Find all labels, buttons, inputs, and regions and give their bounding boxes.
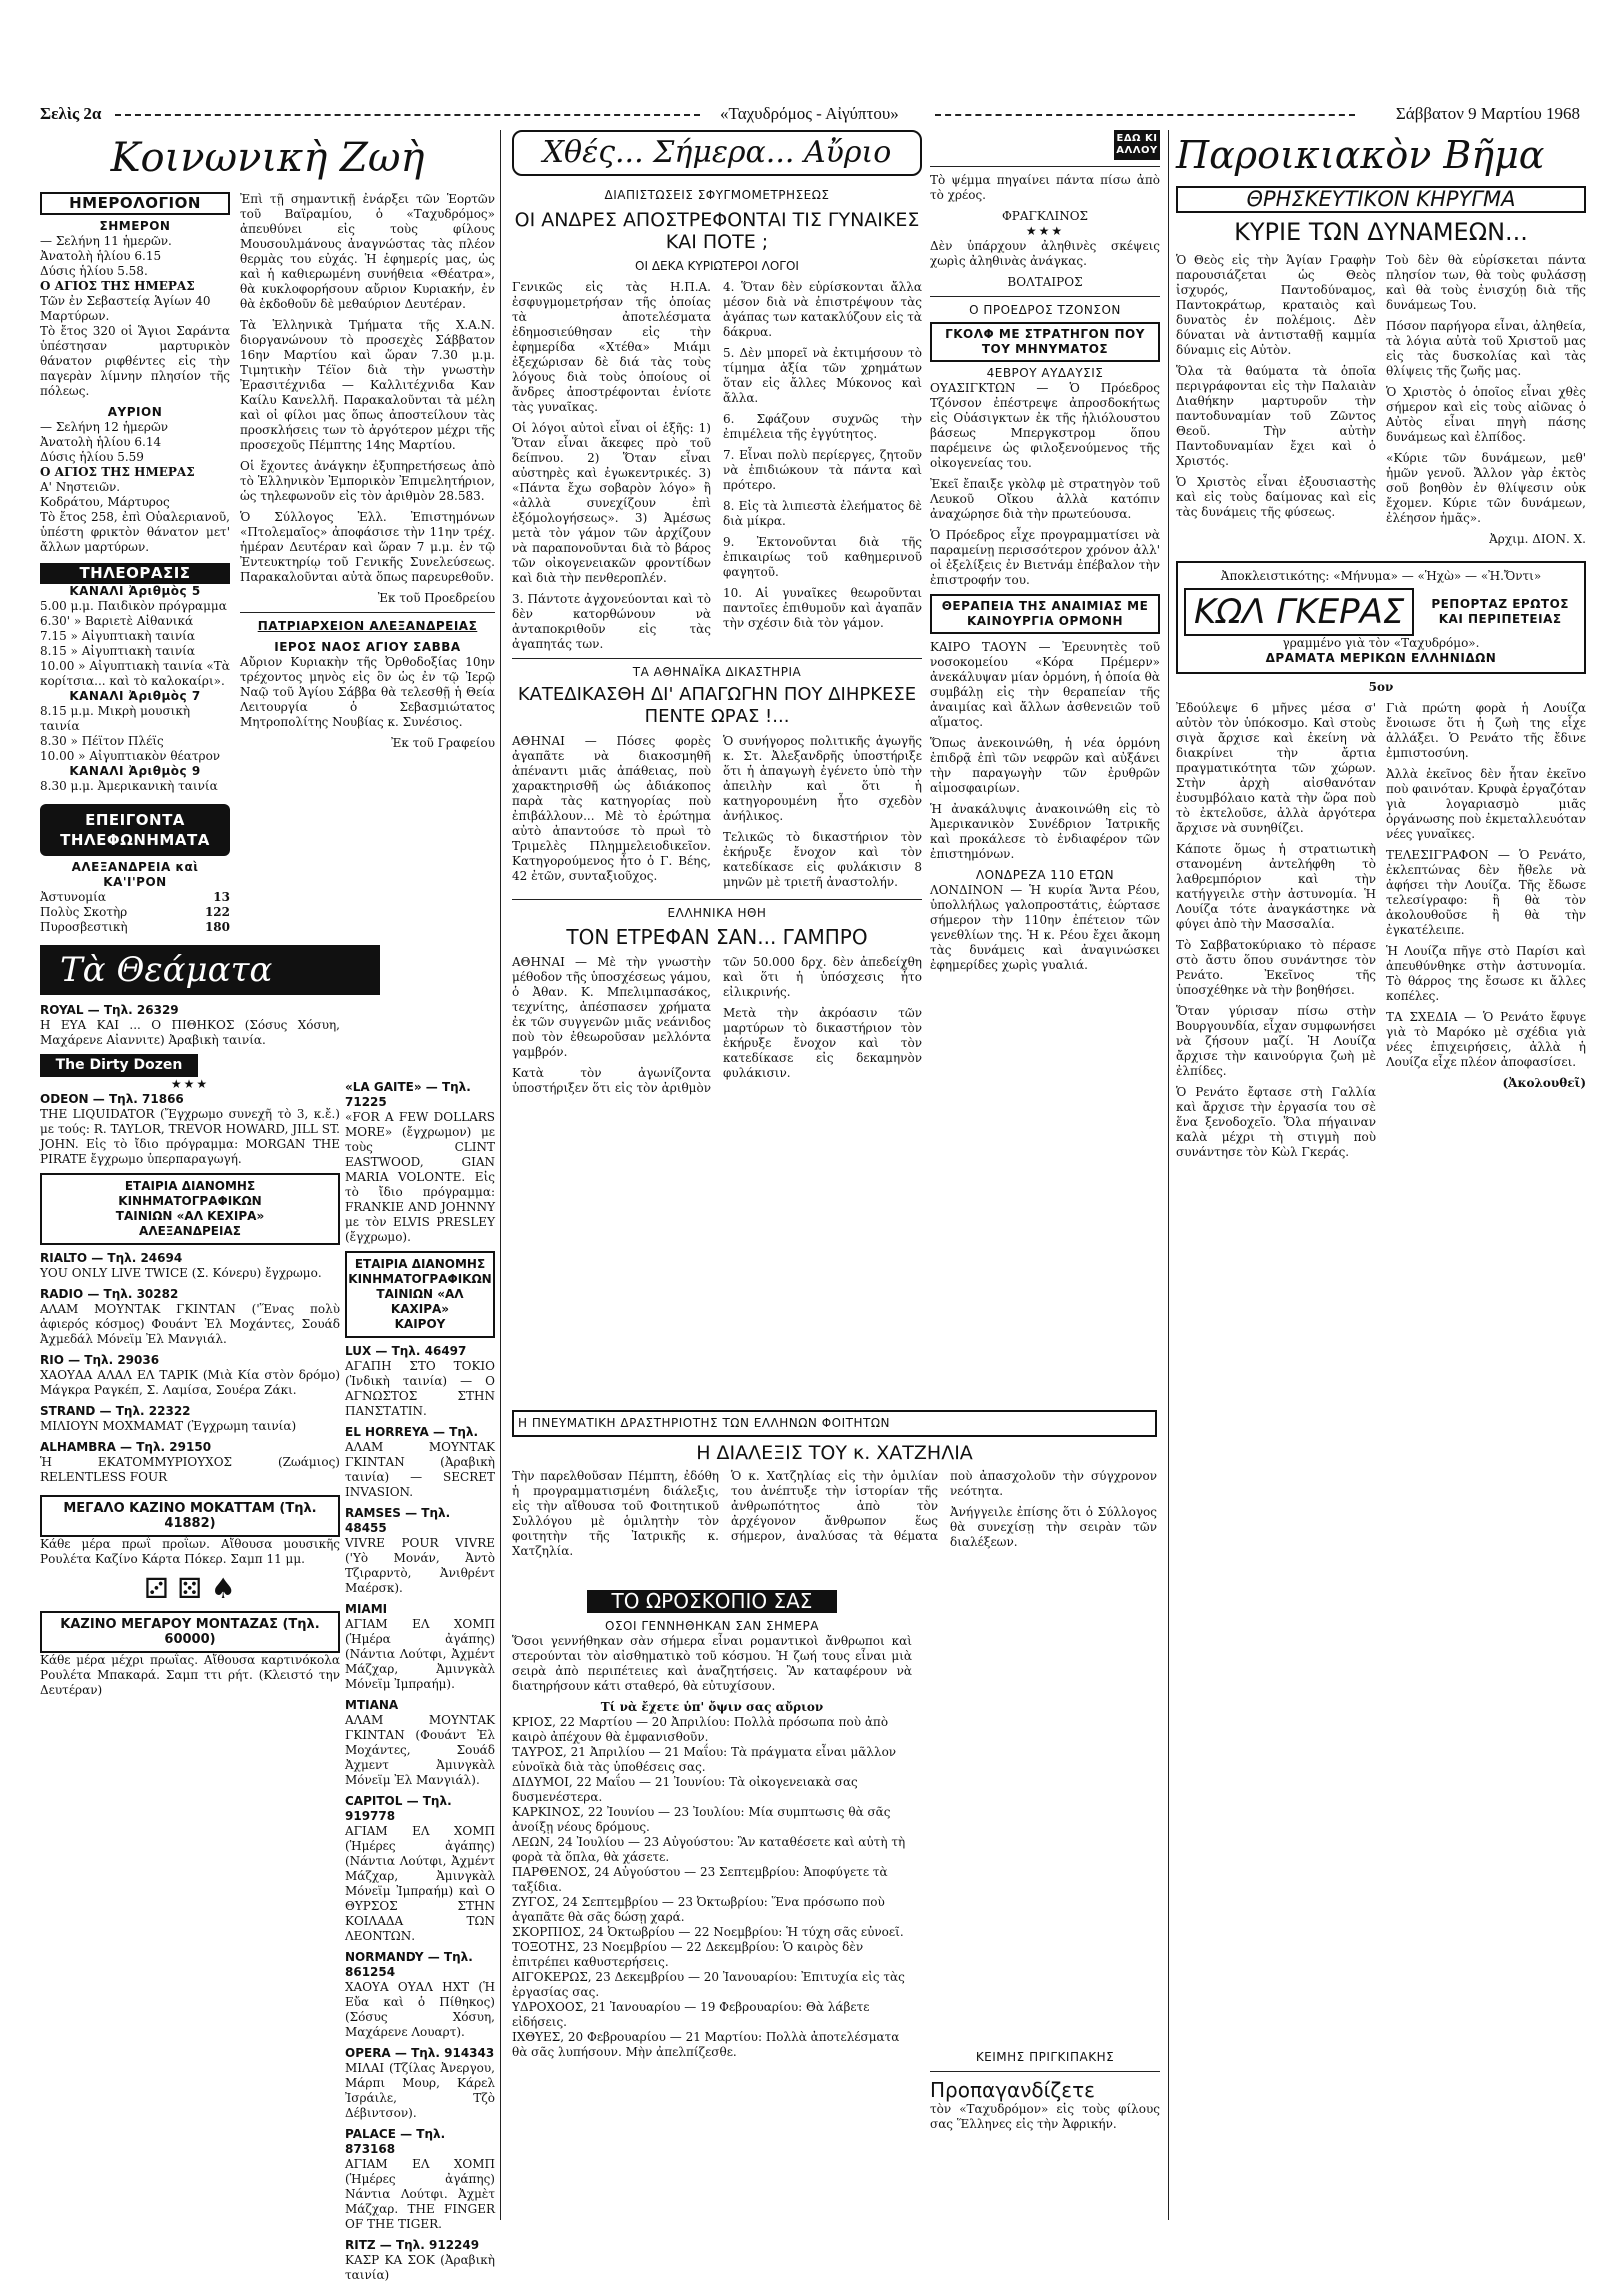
cinema-text: ΧΑΟΥΑΑ ΑΛΑΛ ΕΛ ΤΑΡΙΚ (Μιὰ Κία στὸν δρόμο) Μάγκρα Ραγκέπ, Σ. Λαμίσα, Σουέρα Ζάκι. bbox=[40, 1368, 340, 1397]
sermon-sign: Ἀρχιμ. ΔΙΟΝ. Χ. bbox=[1489, 532, 1586, 546]
cinema-name: OPERA — Τηλ. 914343 bbox=[345, 2046, 495, 2060]
dirty-dozen-logo: The Dirty Dozen bbox=[40, 1054, 198, 1077]
article-paragraph: 5. Δὲν μπορεῖ νὰ ἐκτιμήσουν τὸ τίμημα ἀξία τῶν χρημάτων ὅταν εἰς ἄλλες Μύκονος καὶ ἄλλα. bbox=[723, 346, 922, 405]
cinema-text: ΚΑΣΡ ΚΑ ΣΟΚ (Ἀραβικὴ ταινία) bbox=[345, 2253, 495, 2282]
column-rule bbox=[500, 130, 501, 2220]
patriarchate-title: ΠΑΤΡΙΑΡΧΕΙΟΝ ΑΛΕΞΑΝΔΡΕΙΑΣ bbox=[257, 619, 478, 633]
tomorrow-text: Τὸ ἔτος 258, ἐπὶ Οὐαλεριανοῦ, ὑπέστη φρικτὸν θάνατον μετ' ἄλλων μαρτύρων. bbox=[40, 510, 230, 554]
cinema-text: YOU ONLY LIVE TWICE (Σ. Κόνερυ) ἔγχρωμο. bbox=[40, 1266, 322, 1280]
church-text: Αὔριον Κυριακὴν τῆς Ὀρθοδοξίας 10ην τρέχοντος μηνὸς εἰς ὃν ὡς ἐν τῷ Ἱερῷ Ναῷ τοῦ Ἁγίου Σάββα θὰ τελεσθῇ ἡ Θεία Λειτουργία ὁ Σεβασμιώτατος Μητροπολίτης Νουβίας κ. Συνέσιος. bbox=[240, 655, 495, 729]
sign-line: ΥΔΡΟΧΟΟΣ, 21 Ἰανουαρίου — 19 Φεβρουαρίου: Θὰ λάβετε εἰδήσεις. bbox=[512, 2000, 870, 2029]
tv-item: 10.00 » Αἰγυπτιακὴ ταινία «Τὰ κορίτσια... καὶ τὸ καλοκαίρι». bbox=[40, 659, 230, 688]
tv-item: 8.15 » Αἰγυπτιακὴ ταινία bbox=[40, 644, 195, 658]
church-sign: Ἐκ τοῦ Γραφείου bbox=[391, 736, 495, 750]
cinema-name: EL HORREYA — Τηλ. bbox=[345, 1425, 479, 1439]
article-paragraph: ΚΑΙΡΟ ΤΑΟΥΝ — Ἐρευνητὲς τοῦ νοσοκομείου «Κόρα Πρέμερν» ἀνεκάλυψαν μίαν ὁρμόνη, ἡ ὁποία θὰ συμβάλῃ εἰς τὴν θεραπείαν τῆς ἀναιμίας καὶ ἄλλων ἀσθενειῶν τοῦ αἵματος. bbox=[930, 640, 1160, 729]
sermon-title: ΘΡΗΣΚΕΥΤΙΚΟΝ ΚΗΡΥΓΜΑ bbox=[1176, 186, 1586, 213]
urgent-name: Πυροσβεστικὴ bbox=[40, 920, 128, 934]
article-paragraph: Οἱ λόγοι αὐτοὶ εἶναι οἱ ἑξῆς: 1) Ὅταν εἶναι ἄκεφες πρὸ τοῦ δείπνου. 2) Ὅταν εἶναι αὐστηρὲς καὶ ἐγωκεντρικές. 3) «Πάντα ἔχω σοβαρὸν λόγο» ἢ «ἀλλὰ συνεχίζουν ἐπὶ ἐξόμολογήσεως». 3) Ἀμέσως μετὰ τὸν γάμον τῶν ἀρχίζουν νὰ παραπονοῦνται διὰ τὸ βάρος τῶν οἰκογενειακῶν φροντίδων καὶ διὰ τὴν πενθεροπλέν. bbox=[512, 421, 711, 585]
cinema-text: ΑΓΙΑΜ ΕΛ ΧΟΜΠ (Ἡμέρες ἀγάπης) (Νάντια Λούτφι, Ἀχμέντ Μάζχαρ, Ἀμινγκὰλ Μόνεϊμ Ἰμπραήμ) καὶ Ο ΘΥΡΣΟΣ ΣΤΗΝ ΚΟΙΛΑΔΑ ΤΩΝ ΛΕΟΝΤΩΝ. bbox=[345, 1824, 495, 1943]
horoscope-question: Τί νὰ ἔχετε ὑπ' ὄψιν σας αὔριον bbox=[600, 1700, 824, 1714]
urgent-row bbox=[40, 905, 230, 920]
article-kicker: 4ΕΒΡΟΥ ΑΥΔΑΥΣΙΣ bbox=[986, 366, 1104, 380]
calendar-title: ΗΜΕΡΟΛΟΓΙΟΝ bbox=[40, 192, 230, 215]
sign-line: ΠΑΡΘΕΝΟΣ, 24 Αὐγούστου — 23 Σεπτεμβρίου: Ἀποφύγετε τὰ ταξίδια. bbox=[512, 1865, 888, 1894]
notice-text: Ἐπὶ τῇ σημαντικῇ ἐνάρξει τῶν Ἑορτῶν τοῦ Βαϊραμίου, ὁ «Ταχυδρόμος» ἀπευθύνει εἰς τοὺς φίλους Μουσουλμάνους ἀναγνώστας τὰς πλέον θερμὰς του εὐχάς. Ἡ ἐφημερίς μας, ὡς καὶ ἡ καθιερωμένη συνήθεια «Θέατρα», θὰ κυκλοφορήσουν αὔριον Κυριακήν, ἐν θὰ ἐκδοθοῦν δὲ μεθαύριον Δευτέραν. bbox=[240, 192, 495, 311]
article-paragraph: Ἐκεῖ ἔπαιξε γκὸλφ μὲ στρατηγὸν τοῦ Λευκοῦ Οἴκου ἀλλὰ κατόπιν ἀναχώρησε διὰ τὴν πρωτεύουσα. bbox=[930, 477, 1160, 521]
article-paragraph: 3. Πάντοτε ἀγχονεύονται καὶ τὸ δὲν κατορθώνουν νὰ ἀνταποκριθοῦν εἰς τὰς ἀγαπητάς των. bbox=[512, 592, 711, 651]
story-paragraph: Γιὰ πρώτη φορὰ ἡ Λουίζα ἔνοιωσε ὅτι ἡ ζωὴ της εἶχε ἀλλάξει. Ὁ Ρενάτο τῆς ἔδινε ἐμπιστοσύνη. bbox=[1386, 701, 1586, 760]
article-headline: ΤΟΝ ΕΤΡΕΦΑΝ ΣΑΝ... ΓΑΜΠΡΟ bbox=[566, 925, 868, 949]
urgent-row bbox=[40, 890, 230, 905]
column-community bbox=[1176, 130, 1586, 1166]
sign-line: ΤΟΞΟΤΗΣ, 23 Νοεμβρίου — 22 Δεκεμβρίου: Ὁ καιρὸς δὲν ἐπιτρέπει καθυστερήσεις. bbox=[512, 1940, 864, 1969]
student-article bbox=[512, 1410, 1157, 1559]
cinema-text: THE LIQUIDATOR (Ἔγχρωμο συνεχῆ τὸ 3, κ.ἔ.) με τούς: R. TAYLOR, TREVOR HOWARD, JILL ST. JOHN. Εἰς τὸ ἴδιο πρόγραμμα: MORGAN THE PIRATE ἔγχρωμο ὑπερπαραγωγή. bbox=[40, 1107, 340, 1166]
article-kicker: ΛΟΝΔΡΕΖΑ 110 ΕΤΩΝ bbox=[975, 868, 1115, 882]
today-line: — Σελήνη 11 ἡμερῶν. bbox=[40, 234, 172, 248]
article-paragraph: ΑΘΗΝΑΙ — Πόσες φορὲς ἀγαπᾶτε νὰ διακοσμηθῆ ἀπέναντι μιᾶς ἀπάθειας, ποὺ χαρακτηρισθῆ ὡς ἀδιάκοπος παρὰ τὰς κατηγορίας ποὺ ἐπιβάλλουν... Μὲ τὸ ἐρώτημα αὐτὸ ἀπαντούσε τὸ πρωὶ τὸ Τριμελὲς Πλημμελειοδικεῖον. Κατηγορούμενος ἦτο ὁ Γ. Βέης, 42 ἐτῶν, συνταξιοῦχος. bbox=[512, 734, 711, 883]
cinema-text: Η ΕΥΑ ΚΑΙ ... Ο ΠΙΘΗΚΟΣ (Σόσυς Χόσυη, Μαχάρενε Αἰαννιτε) Ἀραβικὴ ταινία. bbox=[40, 1018, 340, 1047]
column-news bbox=[512, 130, 922, 1096]
urgent-title: ΕΠΕΙΓΟΝΤΑ ΤΗΛΕΦΩΝΗΜΑΤΑ bbox=[40, 804, 230, 856]
urgent-name: Ἀστυνομία bbox=[40, 890, 106, 904]
today-label: ΣΗΜΕΡΟΝ bbox=[99, 219, 171, 233]
tv-channel-7: ΚΑΝΑΛΙ Ἀριθμὸς 7 bbox=[69, 689, 201, 703]
section-title: Κοινωνικὴ Ζωὴ bbox=[110, 135, 425, 181]
tomorrow-line: Κοδράτου, Μάρτυρος bbox=[40, 495, 170, 509]
sermon-headline: ΚΥΡΙΕ ΤΩΝ ΔΥΝΑΜΕΩΝ... bbox=[1234, 218, 1528, 246]
cinema-name: MIAMI bbox=[345, 1602, 388, 1616]
column-briefs bbox=[930, 130, 1160, 979]
keira-line: ΚΙΝΗΜΑΤΟΓΡΑΦΙΚΩΝ bbox=[118, 1194, 262, 1208]
article-paragraph: Μετὰ τὴν ἀκρόασιν τῶν μαρτύρων τὸ δικαστήριον τὸν ἐκήρυξε ἔνοχον καὶ τὸν κατεδίκασε εἰς δεκαμηνὸν φυλάκισιν. bbox=[723, 1006, 922, 1080]
cinema-name: LUX — Τηλ. 46497 bbox=[345, 1344, 467, 1358]
cinema-text: ΜΙΛΙΟΥΝ ΜΟΧΜΑΜΑΤ (Ἐγχρωμη ταινία) bbox=[40, 1419, 297, 1433]
article-headline: ΚΑΤΕΔΙΚΑΣΘΗ ΔΙ' ΑΠΑΓΩΓΗΝ ΠΟΥ ΔΙΗΡΚΕΣΕ ΠΕΝΤΕ ΩΡΑΣ !... bbox=[517, 684, 917, 727]
section-title: Χθές... Σήμερα... Αὔριο bbox=[512, 130, 922, 176]
keiros-box bbox=[345, 1251, 495, 1338]
masthead-rule-right bbox=[935, 114, 1355, 116]
notice-sign: Ἐκ τοῦ Προεδρείου bbox=[377, 591, 495, 605]
cinema-text: ΧΑΟΥΑ ΟΥΑΛ ΗΧΤ (Ἡ Εὔα καὶ ὁ Πίθηκος) (Σόσυς Χόσυη, Μαχάρενε Λουαρτ). bbox=[345, 1980, 495, 2039]
story-paragraph: ΤΑ ΣΧΕΔΙΑ — Ὁ Ρενάτο ἔφυγε γιὰ τὸ Μαρόκο μὲ σχέδια γιὰ νέες ἐπιχειρήσεις, ἀλλὰ ἡ Λουίζα εἶχε πλέον ἀποφασίσει. bbox=[1386, 1010, 1586, 1069]
article-headline: ΟΙ ΑΝΔΡΕΣ ΑΠΟΣΤΡΕΦΟΝΤΑΙ ΤΙΣ ΓΥΝΑΙΚΕΣ ΚΑΙ ΠΟΤΕ ; bbox=[514, 209, 920, 253]
cinema-text: ΑΛΑΜ ΜΟΥΝΤΑΚ ΓΚΙΝΤΑΝ (Ἀραβικὴ ταινία) — SECRET INVASION. bbox=[345, 1440, 495, 1499]
sign-line: ΛΕΩΝ, 24 Ἰουλίου — 23 Αὐγούστου: Ἂν καταθέσετε καὶ αὐτὴ τὴ φορὰ τὰ ὅπλα, θὰ χάσετε. bbox=[512, 1835, 906, 1864]
church-title: ΙΕΡΟΣ ΝΑΟΣ ΑΓΙΟΥ ΣΑΒΒΑ bbox=[274, 640, 461, 654]
article-kicker: ΤΑ ΑΘΗΝΑΪΚΑ ΔΙΚΑΣΤΗΡΙΑ bbox=[632, 665, 802, 679]
article-kicker: Ο ΠΡΟΕΔΡΟΣ ΤΖΟΝΣΟΝ bbox=[969, 303, 1121, 317]
article-paragraph: 4. Ὅταν δὲν εὑρίσκονται ἄλλα μέσον διὰ νὰ ἐπιστρέψουν τὰς ἀγάπας των κατακλύζουν εἰς τὰ δάκρυα. bbox=[723, 280, 922, 339]
column-rule bbox=[1168, 130, 1169, 2220]
notice-text: Ὁ Σύλλογος Ἑλλ. Ἐπιστημόνων «Πτολεμαῖος» ἀποφάσισε τὴν 11ην τρέχ. ἡμέραν Δευτέραν καὶ ὥραν 7 μ.μ. ἐν τῷ Ἐντευκτηρίῳ τοῦ Γενικῆς Συνελεύσεως. Παρακαλοῦνται αὐτὰ ὅπως παρευρεθοῦν. bbox=[240, 510, 495, 584]
tv-item: 5.00 μ.μ. Παιδικὸν πρόγραμμα bbox=[40, 599, 227, 613]
tv-item: 8.15 μ.μ. Μικρὴ μουσικὴ ταινία bbox=[40, 704, 191, 733]
cinema-name: STRAND — Τηλ. 22322 bbox=[40, 1404, 191, 1418]
article-paragraph: 7. Εἶναι πολὺ περίεργες, ζητοῦν νὰ ἐπιδιώκουν τὰ πάντα καὶ πρότερο. bbox=[723, 448, 922, 492]
cinema-name: RADIO — Τηλ. 30282 bbox=[40, 1287, 179, 1301]
article-paragraph: ΑΘΗΝΑΙ — Μὲ τὴν γνωστὴν μέθοδον τῆς ὑποσχέσεως γάμου, ὁ Ἀθαν. Κ. Μπελιμπασάκος, τεχνίτης, ἀπέσπασεν χρήματα ἐκ τῶν συγγενῶν μιᾶς νεάνιδος ποὺ τὸν ἐθεωροῦσαν μελλόντα γαμβρόν. bbox=[512, 955, 711, 1059]
cinema-name: RIO — Τηλ. 29036 bbox=[40, 1353, 160, 1367]
today-text: Τὸ ἔτος 320 οἱ Ἅγιοι Σαράντα ὑπέστησαν μαρτυρικὸν θάνατον ριφθέντες εἰς τὴν παγερὰν λίμνην πλησίον τῆς πόλεως. bbox=[40, 324, 230, 398]
article-paragraph: 6. Σφάζουν συχνῶς τὴν ἐπιμέλεια τῆς ἐγγύτητος. bbox=[723, 412, 922, 441]
sermon-paragraph: Τοὺ δὲν θὰ εὑρίσκεται πάντα πλησίον των, θὰ τοὺς φυλάσσῃ καὶ θὰ τοὺς ἐνισχύῃ διὰ τῆς δυνάμεως Του. bbox=[1386, 253, 1586, 312]
sign-line: ΙΧΘΥΕΣ, 20 Φεβρουαρίου — 21 Μαρτίου: Πολλὰ ἀποτελέσματα θὰ σᾶς λυπήσουν. Μὴν ἀπελπίζεσθε. bbox=[512, 2030, 900, 2059]
cinema-text: ΑΓΙΑΜ ΕΛ ΧΟΜΠ (Ἡμέρες ἀγάπης) Νάντια Λούτφι. Ἀχμὲτ Μάζχαρ. THE FINGER OF THE TIGER. bbox=[345, 2157, 495, 2231]
article-subhead: ΟΙ ΔΕΚΑ ΚΥΡΙΩΤΕΡΟΙ ΛΟΓΟΙ bbox=[635, 259, 799, 273]
article-headline: Η ΔΙΑΛΕΞΙΣ ΤΟΥ κ. ΧΑΤΖΗΛΙΑ bbox=[696, 1442, 973, 1464]
article-paragraph: Κατὰ τὸν ἀγωνίζοντα ὑποστήριξεν ὅτι εἰς τὸν ἀριθμὸν τῶν 50.000 δρχ. δὲν ἀπεδείχθη καὶ ὅτι ἡ ὑπόσχεσις ἦτο εἰλικρινής. bbox=[512, 955, 922, 1095]
kazino-montaza-title: ΚΑΖΙΝΟ ΜΕΓΑΡΟΥ ΜΟΝΤΑΖΑΣ (Τηλ. 60000) bbox=[40, 1611, 340, 1653]
article-kicker: ΔΙΑΠΙΣΤΩΣΕΙΣ ΣΦΥΓΜΟΜΕΤΡΗΣΕΩΣ bbox=[604, 188, 830, 202]
dice-icon: ⚂ ⚄ ♠ bbox=[144, 1572, 236, 1605]
tv-item: 10.00 » Αἰγυπτιακὸν θέατρον bbox=[40, 749, 221, 763]
today-line: Δύσις ἡλίου 5.58. bbox=[40, 264, 148, 278]
article-paragraph: Τὴν παρελθοῦσαν Πέμπτη, ἐδόθη ἡ προγραμματισμένη διάλεξις, εἰς τὴν αἴθουσα τοῦ Φοιτητικοῦ Συλλόγου μὲ ὁμιλητὴν τὸν φοιτητὴν τῆς Ἰατρικῆς κ. Χατζηλία. bbox=[512, 1469, 719, 1558]
masthead bbox=[40, 104, 1580, 126]
tomorrow-line: Δύσις ἡλίου 5.59 bbox=[40, 450, 144, 464]
cinema-text: «FOR A FEW DOLLARS MORE» (ἔγχρωμον) με τοὺς CLINT EASTWOOD, GIAN MARIA VOLONTE. Εἰς τὸ ἴδιο πρόγραμμα: FRANKIE AND JOHNNY με τὸν ELVIS PRESLEY (ἔγχρωμο). bbox=[345, 1110, 495, 1244]
keiros-line: ΚΙΝΗΜΑΤΟΓΡΑΦΙΚΩΝ bbox=[348, 1272, 492, 1286]
tv-channel-9: ΚΑΝΑΛΙ Ἀριθμὸς 9 bbox=[69, 764, 201, 778]
horoscope-intro: Ὅσοι γεννήθηκαν σὰν σήμερα εἶναι ρομαντικοὶ ἄνθρωποι καὶ στερούνται τὸν αἰσθηματικὸ τοῦ κόσμου. Ἡ ζωή τους εἶναι μιὰ σειρὰ ἀπὸ περιπέτειες καὶ ἀναζητήσεις. Ἂν καταφέρουν νὰ διατηρήσουν κάτι σταθερό, θὰ εὐτυχίσουν. bbox=[512, 1634, 912, 1693]
urgent-number: 180 bbox=[204, 920, 230, 934]
today-line: Ἀνατολὴ ἡλίου 6.15 bbox=[40, 249, 162, 263]
horoscope bbox=[512, 1590, 912, 2060]
tomorrow-label: ΑΥΡΙΟΝ bbox=[107, 405, 163, 419]
cinema-name: NORMANDY — Τηλ. 861254 bbox=[345, 1950, 473, 1979]
sermon-paragraph: Ὁ Χριστὸς εἶναι ἐξουσιαστὴς καὶ εἰς τοὺς δαίμονας καὶ εἰς τὰς δυνάμεις τῆς φύσεως. bbox=[1176, 475, 1376, 519]
issue-date: Σάββατον 9 Μαρτίου 1968 bbox=[1395, 104, 1580, 123]
quote-author: ΦΡΑΓΚΛΙΝΟΣ bbox=[1001, 209, 1089, 223]
sign-line: ΤΑΥΡΟΣ, 21 Ἀπριλίου — 21 Μαΐου: Τὰ πράγματα εἶναι μᾶλλον εὐνοϊκὰ διὰ τὰς ὑποθέσεις σας. bbox=[512, 1745, 897, 1774]
keiros-line: ΚΑΙΡΟΥ bbox=[394, 1317, 446, 1331]
cinema-name: CAPITOL — Τηλ. 919778 bbox=[345, 1794, 452, 1823]
urgent-row bbox=[40, 920, 230, 935]
story-paragraph: ΤΕΛΕΣΙΓΡΑΦΟΝ — Ὁ Ρενάτο, ἐκλεπτώνας δὲν ἤθελε νὰ ἀφήσει τὴν Λουίζα. Τῆς ἔδωσε τελεσίγραφο: ἢ θὰ τὸν ἀκολουθοῦσε ἢ θὰ τὴν ἐγκατέλειπε. bbox=[1386, 848, 1586, 937]
article-paragraph: Ὁ συνήγορος πολιτικῆς ἀγωγῆς κ. Στ. Ἀλεξανδρῆς ὑποστήριξε ὅτι ἡ ἀπαγωγὴ ἐγένετο ὑπὸ τὴν ἀπειλὴν καὶ ὅτι ἡ κατηγορουμένη ἦτο σχεδὸν ἀνήλικος. bbox=[723, 734, 922, 823]
keira-box bbox=[40, 1173, 340, 1245]
quote-author: ΒΟΛΤΑΙΡΟΣ bbox=[1007, 275, 1083, 289]
story-paragraph: Ὅταν γύρισαν πίσω στὴν Βουργουνδία, εἶχαν συμφωνήσει νὰ ζήσουν μαζί. Ἡ Λουίζα ἄρχισε τὴν καινούργια ζωὴ μὲ ἐλπίδες. bbox=[1176, 1004, 1376, 1078]
urgent-name: Πολὺς Σκοτὴρ bbox=[40, 905, 128, 919]
keiros-line: ΕΤΑΙΡΙΑ ΔΙΑΝΟΜΗΣ bbox=[354, 1257, 486, 1271]
story-paragraph: Κάποτε ὅμως ἡ στρατιωτικὴ στανομένη ἀντελήφθη τὸ λαθρεμπόριον καὶ τὴν κατήγγειλε στὴν ἀστυνομία. Ἡ Λουίζα τότε ἀναγκάστηκε νὰ φύγει ἀπὸ τὴν Μασσαλία. bbox=[1176, 842, 1376, 931]
tv-item: 7.15 » Αἰγυπτιακὴ ταινία bbox=[40, 629, 195, 643]
serial-ad bbox=[1176, 561, 1586, 674]
sermon-paragraph: Ὁ Θεὸς εἰς τὴν Ἁγίαν Γραφὴν παρουσιάζεται ὡς Θεὸς ἰσχυρός, Παντοδύναμος, Παντοκράτωρ, κραταιὸς καὶ δυνατὸς ἐν πολέμοις. Δὲν δύναται νὰ ἀντισταθῇ καμμία δύναμις εἰς Αὐτὸν. bbox=[1176, 253, 1376, 357]
tomorrow-line: Ἀνατολὴ ἡλίου 6.14 bbox=[40, 435, 162, 449]
episode-number: 5ον bbox=[1368, 680, 1394, 694]
sign-line: ΚΑΡΚΙΝΟΣ, 22 Ἰουνίου — 23 Ἰουλίου: Μία συμπτωσις θὰ σᾶς ἀνοίξῃ νέους δρόμους. bbox=[512, 1805, 891, 1834]
notice-text: Οἱ ἔχοντες ἀνάγκην ἐξυπηρετήσεως ἀπὸ τὸ Ἑλληνικὸν Ἐμπορικὸν Ἐπιμελητήριον, ὡς τηλεφωνοῦν εἰς τὸν ἀριθμὸν 28.583. bbox=[240, 459, 495, 503]
sign-line: ΖΥΓΟΣ, 24 Σεπτεμβρίου — 23 Ὀκτωβρίου: Ἕνα πρόσωπο ποὺ ἀγαπᾶτε θὰ σᾶς δώσῃ χαρά. bbox=[512, 1895, 885, 1924]
serial-name: ΚΩΛ ΓΚΕΡΑΣ bbox=[1184, 588, 1414, 636]
serial-sub: γραμμένο γιὰ τὸν «Ταχυδρόμο». bbox=[1282, 636, 1480, 650]
cinema-text: ΑΛΑΜ ΜΟΥΝΤΑΚ ΓΚΙΝΤΑΝ ('Ἕνας πολὺ ἀφιερός κόσμος) Φουάντ Ἐλ Μοχάντες, Σουάδ Ἀχμεδάλ Μόνεϊμ Ἐλ Μανγιάλ. bbox=[40, 1302, 340, 1346]
cinema-text: ΑΛΑΜ ΜΟΥΝΤΑΚ ΓΚΙΝΤΑΝ (Φουάντ Ἐλ Μοχάντες, Σουάδ Ἀχμεντ Ἀμινγκὰλ Μόνεϊμ Ἐλ Μανγιάλ). bbox=[345, 1713, 495, 1787]
article-paragraph: ΛΟΝΔΙΝΟΝ — Ἡ κυρία Ἄντα Ρέου, ὑπολλήλως γαλοπροστάτις, ἐώρτασε σήμερον τὴν 110ην ἐπέτειον τῶν γενεθλίων της. Ἡ κ. Ρέου ἔχει ἄκομη τὰς δυνάμεις καὶ ἀναγινώσκει ἐφημερίδες χωρὶς γυαλιά. bbox=[930, 883, 1160, 972]
article-paragraph: ΟΥΑΣΙΓΚΤΩΝ — Ὁ Πρόεδρος Τζόνσον ἐπέστρεψε ἀπροσδοκήτως εἰς Οὐάσιγκτων ἐκ τῆς ἡλιόλουστου βάσεως Μπεργκστρομ ὅπου παρέμεινε ὡς φιλοξενούμενος τῆς οἰκογενείας του. bbox=[930, 381, 1160, 470]
cinema-text: VIVRE POUR VIVRE ('Υὸ Μονάν, Ἀντὸ Τζιραρντὸ, Ἀνιθρέντ Μαέρσκ). bbox=[345, 1536, 495, 1595]
cinema-name: «LA GAITE» — Τηλ. 71225 bbox=[345, 1080, 471, 1109]
tomorrow-line: Α' Νηστειῶν. bbox=[40, 480, 121, 494]
tomorrow-line: — Σελήνη 12 ἡμερῶν bbox=[40, 420, 169, 434]
keira-line: ΕΤΑΙΡΙΑ ΔΙΑΝΟΜΗΣ bbox=[124, 1179, 256, 1193]
page-number: Σελὶς 2α bbox=[40, 104, 102, 123]
masthead-rule-left bbox=[115, 114, 700, 116]
theamata-title: Τὰ Θεάματα bbox=[40, 945, 380, 995]
kazino-mokattam-text: Κάθε μέρα πρωΐ προΐων. Αἴθουσα μουσικῆς Ρουλέτα Καζίνο Κάρτα Πόκερ. Σαμπ 11 μμ. bbox=[40, 1537, 340, 1566]
cinema-text: ΑΓΑΠΗ ΣΤΟ ΤΟΚΙΟ (Ἰνδικὴ ταινία) — Ο ΑΓΝΩΣΤΟΣ ΣΤΗΝ ΠΑΝΣΤΑΤΙΝ. bbox=[345, 1359, 495, 1418]
cinema-name: PALACE — Τηλ. 873168 bbox=[345, 2127, 446, 2156]
today-line: Ο ΑΓΙΟΣ ΤΗΣ ΗΜΕΡΑΣ bbox=[40, 279, 195, 293]
horoscope-title: ΤΟ ΩΡΟΣΚΟΠΙΟ ΣΑΣ bbox=[587, 1590, 837, 1613]
tv-item: 6.30' » Βαριετὲ Αἰθανικά bbox=[40, 614, 194, 628]
serial-top: Ἀποκλειστικότης: «Μήνυμα» — «Ἡχὼ» — «Ἠ.Ὄντι» bbox=[1220, 569, 1542, 583]
column-cinemas-2 bbox=[345, 1080, 495, 2289]
article-kicker: ΕΛΛΗΝΙΚΑ ΗΘΗ bbox=[667, 906, 767, 920]
article-paragraph: 8. Εἰς τὰ λιπιεστὰ ἐλεήματος δὲ διὰ μίκρα. bbox=[723, 499, 922, 528]
stars-divider: ★★★ bbox=[1025, 224, 1065, 238]
article-headline: ΓΚΟΛΦ ΜΕ ΣΤΡΑΤΗΓΟΝ ΠΟΥ ΤΟΥ ΜΗΝΥΜΑΤΟΣ bbox=[930, 322, 1160, 362]
cinema-name: ΜΤΙΑΝΑ bbox=[345, 1698, 399, 1712]
tv-title: ΤΗΛΕΟΡΑΣΙΣ bbox=[40, 563, 230, 584]
cinema-name: RIALTO — Τηλ. 24694 bbox=[40, 1251, 183, 1265]
quote: Δὲν ὑπάρχουν ἀληθινὲς σκέψεις χωρὶς ἀληθινὰς ἀνάγκας. bbox=[930, 239, 1160, 268]
article-paragraph: Ὅπως ἀνεκοινώθη, ἡ νέα ὁρμόνη ἐπιδρᾷ ἐπὶ τῶν νεφρῶν καὶ αὐξάνει τὴν παραγωγὴν τῶν ἐρυθρῶν αἱμοσφαιρίων. bbox=[930, 736, 1160, 795]
sermon-paragraph: Πόσον παρήγορα εἶναι, ἀληθεία, τὰ λόγια αὐτὰ τοῦ Χριστοῦ μας εἰς τὰς δυσκολίας καὶ τὰς θλίψεις τῆς ζωῆς μας. bbox=[1386, 319, 1586, 378]
sermon-paragraph: Ὁ Χριστὸς ὁ ὁποῖος εἶναι χθὲς σήμερον καὶ εἰς τοὺς αἰῶνας ὁ Αὐτὸς εἶναι πηγὴ πάσης δυνάμεως καὶ ἐλπίδος. bbox=[1386, 385, 1586, 444]
article-paragraph: Ὁ κ. Χατζηλίας εἰς τὴν ὁμιλίαν του ἀνέπτυξε τὴν ἱστορίαν τῆς ἀνθρωπότητος ἀπὸ τὸν ἀρχέγονον ἄνθρωπον ἕως σήμερον, ἀναλύσας τὰ θέματα ποὺ ἀπασχολοῦν τὴν σύγχρονον νεότητα. bbox=[731, 1469, 1157, 1543]
horoscope-sub: ΟΣΟΙ ΓΕΝΝΗΘΗΚΑΝ ΣΑΝ ΣΗΜΕΡΑ bbox=[605, 1619, 819, 1633]
tomorrow-line: Ο ΑΓΙΟΣ ΤΗΣ ΗΜΕΡΑΣ bbox=[40, 465, 195, 479]
sign-line: ΔΙΔΥΜΟΙ, 22 Μαΐου — 21 Ἰουνίου: Τὰ οἰκογενειακὰ σας δυσμενέστερα. bbox=[512, 1775, 858, 1804]
paper-name: «Ταχυδρόμος - Αἰγύπτου» bbox=[720, 104, 899, 123]
article-headline: ΘΕΡΑΠΕΙΑ ΤΗΣ ΑΝΑΙΜΙΑΣ ΜΕ ΚΑΙΝΟΥΡΓΙΑ ΟΡΜΟΝΗ bbox=[930, 594, 1160, 634]
serial-sub2: ΔΡΑΜΑΤΑ ΜΕΡΙΚΩΝ ΕΛΛΗΝΙΔΩΝ bbox=[1265, 651, 1497, 665]
sign-line: ΣΚΟΡΠΙΟΣ, 24 Ὀκτωβρίου — 22 Νοεμβρίου: Ἡ τύχη σᾶς εὐνοεῖ. bbox=[512, 1925, 904, 1939]
sign-line: ΚΡΙΟΣ, 22 Μαρτίου — 20 Ἀπριλίου: Πολλὰ πρόσωπα ποὺ ἀπὸ καιρὸ ἀπέχουν θὰ ἐμφανισθοῦν. bbox=[512, 1715, 889, 1744]
keira-line: ΑΛΕΞΑΝΔΡΕΙΑΣ bbox=[139, 1224, 241, 1238]
serial-genre: ΡΕΠΟΡΤΑΖ ΕΡΩΤΟΣ ΚΑΙ ΠΕΡΙΠΕΤΕΙΑΣ bbox=[1431, 597, 1569, 626]
cinema-name: RAMSES — Τηλ. 48455 bbox=[345, 1506, 451, 1535]
elsewhere-badge: ΕΔΩ ΚΙ ΑΛΛΟΥ bbox=[1114, 130, 1160, 160]
kazino-montaza-text: Κάθε μέρα μέχρι πρωΐας. Αἴθουσα καρτινόκολα Ρουλέτα Μπακαρά. Σαμπ ττι ρήτ. (Κλειστό την Δευτέραν) bbox=[40, 1653, 340, 1697]
story-paragraph: Ἀλλὰ ἐκεῖνος δὲν ἦταν ἐκεῖνο ποὺ φαινόταν. Κρυφὰ ἐργαζόταν γιὰ λογαριασμὸ μιᾶς ὀργάνωσης ποὺ ἐκμεταλλευόταν νέες γυναῖκες. bbox=[1386, 767, 1586, 841]
urgent-number: 13 bbox=[213, 890, 230, 904]
advert-text: τὸν «Ταχυδρόμον» εἰς τοὺς φίλους σας Ἕλληνες εἰς τὴν Ἀφρικήν. bbox=[930, 2102, 1160, 2131]
signature: ΚΕΙΜΗΣ ΠΡΙΓΚΙΠΑΚΗΣ bbox=[975, 2050, 1115, 2064]
cinema-text: ΑΓΙΑΜ ΕΛ ΧΟΜΠ (Ἡμέρα ἀγάπης) (Νάντια Λούτφι, Ἀχμέντ Μάζχαρ, Ἀμινγκὰλ Μόνεϊμ Ἰμπραήμ). bbox=[345, 1617, 495, 1691]
cinema-text: Ἡ ΕΚΑΤΟΜΜΥΡΙΟΥΧΟΣ (Ζωάμιος) RELENTLESS FOUR bbox=[40, 1455, 340, 1484]
section-title: Παροικιακὸν Βῆμα bbox=[1176, 133, 1545, 177]
sign-line: ΑΙΓΟΚΕΡΩΣ, 23 Δεκεμβρίου — 20 Ἰανουαρίου: Ἐπιτυχία εἰς τὰς ἐργασίας σας. bbox=[512, 1970, 905, 1999]
article-paragraph: 9. Ἐκτονοῦνται διὰ τῆς ἐπικαιρίως τοῦ καθημερινοῦ φαγητοῦ. bbox=[723, 535, 922, 579]
article-paragraph: Γενικῶς εἰς τὰς Η.Π.Α. ἐσφυγμομετρήσαν τῆς ὁποίας τὰ ἀποτελέσματα ἐδημοσιεύθησαν εἰς τὴν ἐφημερίδα «Χτέθα» Μιάμι ἐξεχώρισαν δὲ διά τὰς τοὺς λόγους διὰ τοὺς ὁποίους οἱ ἄνδρες ἀποστρέφονται ἐνίοτε τὰς γυναῖκας. bbox=[512, 280, 711, 414]
story-paragraph: Ὁ Ρενάτο ἔφτασε στὴ Γαλλία καὶ ἄρχισε τὴν ἐργασία του σὲ ἕνα ξενοδοχεῖο. Ὅλα πήγαιναν καλὰ μέχρι τὴ στιγμὴ ποὺ συνάντησε τὸν Κὼλ Γκεράς. bbox=[1176, 1085, 1376, 1159]
keiros-line: ΤΑΙΝΙΩΝ «ΑΛ ΚΑΧΙΡΑ» bbox=[376, 1287, 464, 1316]
sermon-paragraph: Ὅλα τὰ θαύματα τὰ ὁποῖα περιγράφονται εἰς τὴν Παλαιὰν Διαθήκην μαρτυροῦν τὴν παντοδυναμίαν τοῦ Ζῶντος Θεοῦ. Τὴν αὐτὴν Παντοδυναμίαν ἔχει καὶ ὁ Χριστός. bbox=[1176, 364, 1376, 468]
article-paragraph: Ἀνήγγειλε ἐπίσης ὅτι ὁ Σύλλογος θὰ συνεχίσῃ τὴν σειρὰν τῶν διαλέξεων. bbox=[950, 1505, 1157, 1549]
stars-divider: ★★★ bbox=[170, 1077, 210, 1091]
quote: Τὸ ψέμμα πηγαίνει πάντα πίσω ἀπὸ τὸ χρέος. bbox=[930, 173, 1160, 202]
advert-title: Προπαγανδίζετε bbox=[930, 2078, 1095, 2102]
article-paragraph: Ὁ Πρόεδρος εἶχε προγραμματίσει νὰ παραμείνῃ περισσότερον χρόνον ἀλλ' οἱ ἐξελίξεις ἐν Βιετνάμ ἐπέβαλον τὴν ἐπιστροφήν του. bbox=[930, 528, 1160, 587]
sermon-paragraph: «Κύριε τῶν δυνάμεων, μεθ' ἡμῶν γενοῦ. Ἄλλον γὰρ ἐκτὸς σοῦ βοηθὸν ἐν θλίψεσιν οὐκ ἔχομεν. Κύριε τῶν δυνάμεων, ἐλέησον ἡμᾶς». bbox=[1386, 451, 1586, 525]
urgent-number: 122 bbox=[204, 905, 230, 919]
story-paragraph: Ἡ Λουίζα πῆγε στὸ Παρίσι καὶ ἀπευθύνθηκε στὴν ἀστυνομία. Τὸ θάρρος της ἔσωσε κι ἄλλες κοπέλες. bbox=[1386, 944, 1586, 1003]
cinema-name: ROYAL — Τηλ. 26329 bbox=[40, 1003, 179, 1017]
cinema-name: RITZ — Τηλ. 912249 bbox=[345, 2238, 480, 2252]
today-line: Τῶν ἐν Σεβαστείᾳ Ἁγίων 40 Μαρτύρων. bbox=[40, 294, 211, 323]
cinema-name: ALHAMBRA — Τηλ. 29150 bbox=[40, 1440, 212, 1454]
article-paragraph: Ἡ ἀνακάλυψις ἀνακοινώθη εἰς τὸ Ἀμερικανικὸν Συνέδριον Ἰατρικῆς καὶ προκάλεσε τὸ ἐνδιαφέρον τῶν ἐπιστημόνων. bbox=[930, 802, 1160, 861]
tv-item: 8.30 » Πέϊτον Πλέϊς bbox=[40, 734, 164, 748]
notice-text: Τὰ Ἑλληνικὰ Τμήματα τῆς Χ.Α.Ν. διοργανώνουν τὸ προσεχὲς Σάββατον 16ην Μαρτίου καὶ ὥραν 7.30 μ.μ. Τιμητικὴν Τέϊον διὰ τὴν γνωστὴν Ἐρασιτέχνιδα — Καλλιτέχνιδα Καν Καίλυ Κανελλῆ. Παρακαλοῦνται τὰ μέλη καὶ οἱ φίλοι μας ὅπως ἀποστείλουν τὰς προσκλήσεις των τὸ ἀργότερον μέχρι τῆς προσεχοῦς Πέμπτης 14ης Μαρτίου. bbox=[240, 318, 495, 452]
column-briefs-bottom bbox=[930, 2050, 1160, 2138]
article-paragraph: 10. Αἱ γυναῖκες θεωροῦνται παντοῖες ἐπιθυμοῦν καὶ ἀγαπᾶν τὴν σχέσιν διὰ τὸν γάμον. bbox=[723, 586, 922, 630]
story-paragraph: Τὸ Σαββατοκύριακο τὸ πέρασε στὸ ἄστυ ὅπου συνάντησε τὸν Ρενάτο. Ἐκεῖνος τῆς ὑποσχέθηκε νὰ τὴν βοηθήσει. bbox=[1176, 938, 1376, 997]
keira-line: ΤΑΙΝΙΩΝ «ΑΛ ΚΕΧΙΡΑ» bbox=[115, 1209, 265, 1223]
continued-label: (Ἀκολουθεῖ) bbox=[1502, 1076, 1586, 1090]
tv-channel-5: ΚΑΝΑΛΙ Ἀριθμὸς 5 bbox=[69, 584, 201, 598]
cinema-name: ODEON — Τηλ. 71866 bbox=[40, 1092, 184, 1106]
cinema-text: ΜΙΛΑΙ (Τζίλας Ἀνεργου, Μάρπι Μουρ, Κάρελ Ἰσράιλε, Τζὸ Δέβιντσον). bbox=[345, 2061, 495, 2120]
story-paragraph: Ἐδούλεψε 6 μῆνες μέσα σ' αὐτὸν τὸν ὑπόκοσμο. Καὶ στοὺς σιγὰ ἄρχισε καὶ ἐκείνη νὰ διακρίνει τὴν ἄρτια πραγματικότητα τῶν χώρων. Στὴν ἀρχὴ αἰσθανόταν ἐυσυμβόλαιο κατὰ τὴν ὥρα ποὺ τὸ ἐκτελοῦσε, ἀλλὰ ἀργότερα ἄρχισε νὰ συνηθίζει. bbox=[1176, 701, 1376, 835]
article-paragraph: Τελικῶς τὸ δικαστήριον τὸν ἐκήρυξε ἔνοχον καὶ τὸν κατεδίκασε εἰς φυλάκισιν 8 μηνῶν μὲ τριετῆ ἀναστολήν. bbox=[723, 830, 922, 889]
article-kicker: Η ΠΝΕΥΜΑΤΙΚΗ ΔΡΑΣΤΗΡΙΟΤΗΣ ΤΩΝ ΕΛΛΗΝΩΝ ΦΟΙΤΗΤΩΝ bbox=[518, 1416, 890, 1430]
urgent-sub: ΑΛΕΞΑΝΔΡΕΙΑ καὶ ΚΑ'Ι'ΡΟΝ bbox=[71, 860, 199, 889]
kazino-mokattam-title: ΜΕΓΑΛΟ ΚΑΖΙΝΟ ΜΟΚΑΤΤΑΜ (Τηλ. 41882) bbox=[40, 1495, 340, 1537]
tv-item: 8.30 μ.μ. Ἀμερικανικὴ ταινία bbox=[40, 779, 218, 793]
